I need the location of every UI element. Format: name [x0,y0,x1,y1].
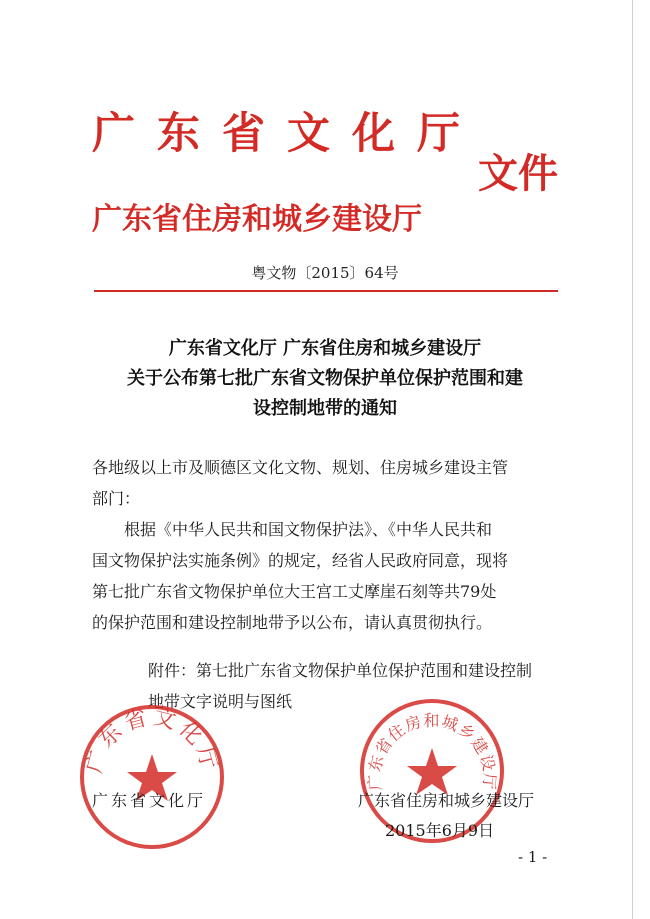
signature-org-2: 广东省住房和城乡建设厅 [358,791,535,810]
seal-1-text: 广东省文化厅 [82,704,222,776]
body-line-3: 根据《中华人民共和国文物保护法》、《中华人民共和 [92,520,493,539]
signature-org-1: 广东省文化厅 [92,791,207,810]
doc-type-label: 文件 [478,150,558,197]
title-line-1: 广东省文化厅 广东省住房和城乡建设厅 [168,338,482,359]
issuer-line-2: 广东省住房和城乡建设厅 [92,202,422,237]
title-line-3: 设控制地带的通知 [253,398,397,419]
page-number: - 1 - [518,848,548,866]
seal-culture-department [77,702,227,852]
signature-date: 2015年6月9日 [385,821,495,840]
red-separator-rule [94,290,558,292]
page-margin-line [632,0,633,919]
attachment-line-2: 地带文字说明与图纸 [148,692,293,711]
body-line-6: 的保护范围和建设控制地带予以公布，请认真贯彻执行。 [92,613,493,632]
body-line-4: 国文物保护法实施条例》的规定，经省人民政府同意，现将 [92,551,509,570]
body-line-1: 各地级以上市及顺德区文化文物、规划、住房城乡建设主管 [92,458,509,477]
document-number: 粤文物〔2015〕64号 [251,264,399,282]
body-line-5: 第七批广东省文物保护单位大王宫工丈摩崖石刻等共79处 [92,582,497,601]
issuer-line-1: 广东省文化厅 [92,109,482,159]
body-line-2: 部门： [92,489,141,508]
seal-2-text: 广东省住房和城乡建设厅 [364,710,500,792]
attachment-line-1: 附件：第七批广东省文物保护单位保护范围和建设控制 [148,661,533,680]
title-line-2: 关于公布第七批广东省文物保护单位保护范围和建 [127,368,523,389]
